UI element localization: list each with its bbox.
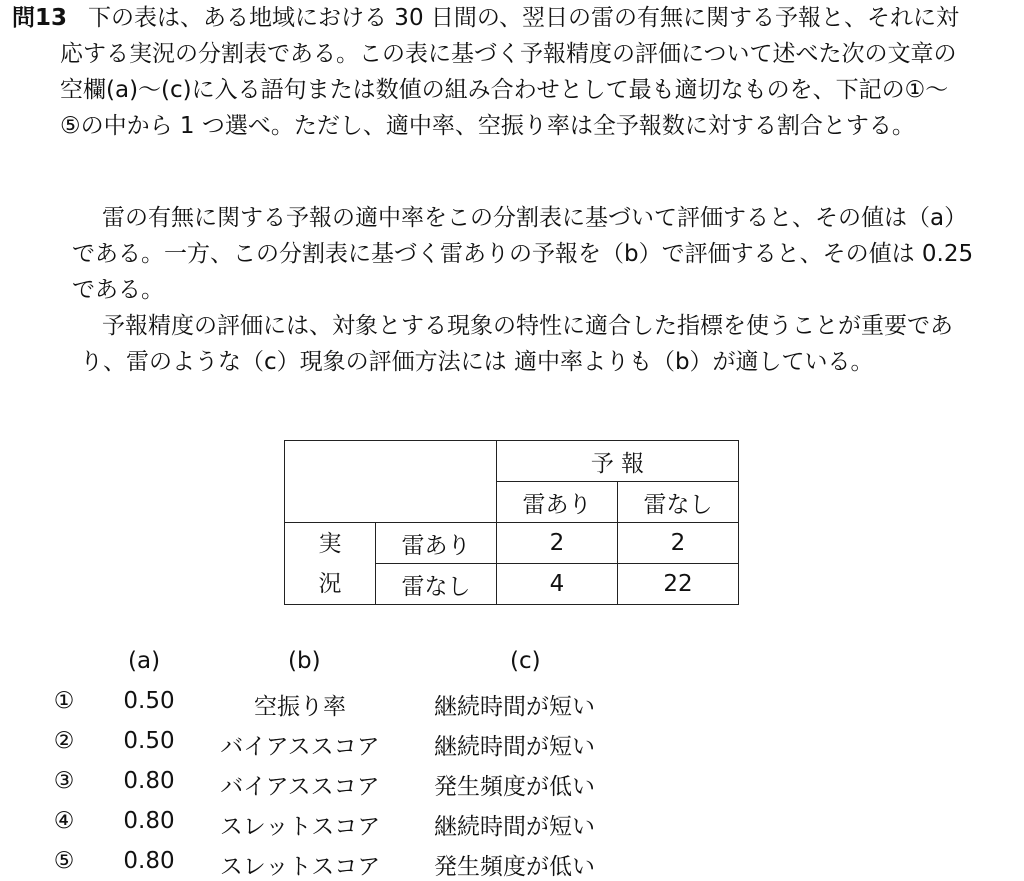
option-a-value: 0.80: [123, 808, 175, 834]
option-row-2[interactable]: [0, 728, 1024, 760]
option-c-value: 継続時間が短い: [434, 734, 595, 760]
forecast-no-header: 雷なし: [618, 482, 739, 523]
table-row: [285, 523, 739, 564]
observed-yes-label: 雷あり: [376, 523, 497, 564]
option-number: ②: [53, 728, 75, 754]
option-row-4[interactable]: [0, 808, 1024, 840]
question-line-2: 応する実況の分割表である。この表に基づく予報精度の評価について述べた次の文章の: [60, 41, 957, 67]
header-b: (b): [288, 648, 321, 674]
cell-obs-yes-fc-yes: 2: [497, 523, 618, 564]
question-text-1: 下の表は、ある地域における 30 日間の、翌日の雷の有無に関する予報と、それに対: [88, 5, 959, 31]
option-a-value: 0.80: [123, 768, 175, 794]
option-row-5[interactable]: [0, 848, 1024, 880]
forecast-yes-header: 雷あり: [497, 482, 618, 523]
passage-line-1: 雷の有無に関する予報の適中率をこの分割表に基づいて評価すると、その値は（a）: [102, 205, 968, 231]
passage-line-5: り、雷のような（c）現象の評価方法には 適中率よりも（b）が適している。: [80, 349, 874, 375]
table-row: [285, 441, 739, 482]
option-b-value: バイアススコア: [220, 734, 380, 760]
question-line-1: [12, 0, 1017, 36]
option-b-value: バイアススコア: [220, 774, 380, 800]
passage-line-2: である。一方、この分割表に基づく雷ありの予報を（b）で評価すると、その値は 0.25: [72, 241, 974, 267]
options-header-row: [0, 648, 1024, 680]
option-a-value: 0.50: [123, 688, 175, 714]
question-line-4: ⑤の中から 1 つ選べ。ただし、適中率、空振り率は全予報数に対する割合とする。: [60, 113, 915, 139]
contingency-table: [284, 440, 739, 605]
cell-obs-no-fc-no: 22: [618, 564, 739, 605]
observation-label-1: 実: [318, 530, 342, 557]
option-a-value: 0.50: [123, 728, 175, 754]
table-corner-cell: [285, 441, 497, 523]
passage-line-4: 予報精度の評価には、対象とする現象の特性に適合した指標を使うことが重要であ: [102, 313, 953, 339]
option-number: ③: [53, 768, 75, 794]
header-c: (c): [510, 648, 541, 674]
observed-no-label: 雷なし: [376, 564, 497, 605]
option-row-3[interactable]: [0, 768, 1024, 800]
option-row-1[interactable]: [0, 688, 1024, 720]
option-c-value: 発生頻度が低い: [434, 854, 595, 880]
option-b-value: 空振り率: [254, 694, 346, 720]
option-number: ①: [53, 688, 75, 714]
forecast-header: 予 報: [497, 441, 739, 482]
passage-line-3: である。: [72, 277, 164, 303]
header-a: (a): [128, 648, 161, 674]
question-number: 問13: [12, 5, 68, 31]
question-block: [12, 0, 1017, 144]
question-line-3: 空欄(a)〜(c)に入る語句または数値の組み合わせとして最も適切なものを、下記の①〜: [60, 77, 949, 103]
option-a-value: 0.80: [123, 848, 175, 874]
observation-label-2: 況: [318, 570, 342, 597]
passage-block: [72, 200, 1020, 380]
cell-obs-yes-fc-no: 2: [618, 523, 739, 564]
option-b-value: スレットスコア: [219, 814, 381, 840]
option-c-value: 継続時間が短い: [434, 814, 595, 840]
option-c-value: 継続時間が短い: [434, 694, 595, 720]
option-c-value: 発生頻度が低い: [434, 774, 595, 800]
option-b-value: スレットスコア: [219, 854, 381, 880]
option-number: ⑤: [53, 848, 75, 874]
option-number: ④: [53, 808, 75, 834]
cell-obs-no-fc-yes: 4: [497, 564, 618, 605]
observation-header: [285, 523, 376, 605]
